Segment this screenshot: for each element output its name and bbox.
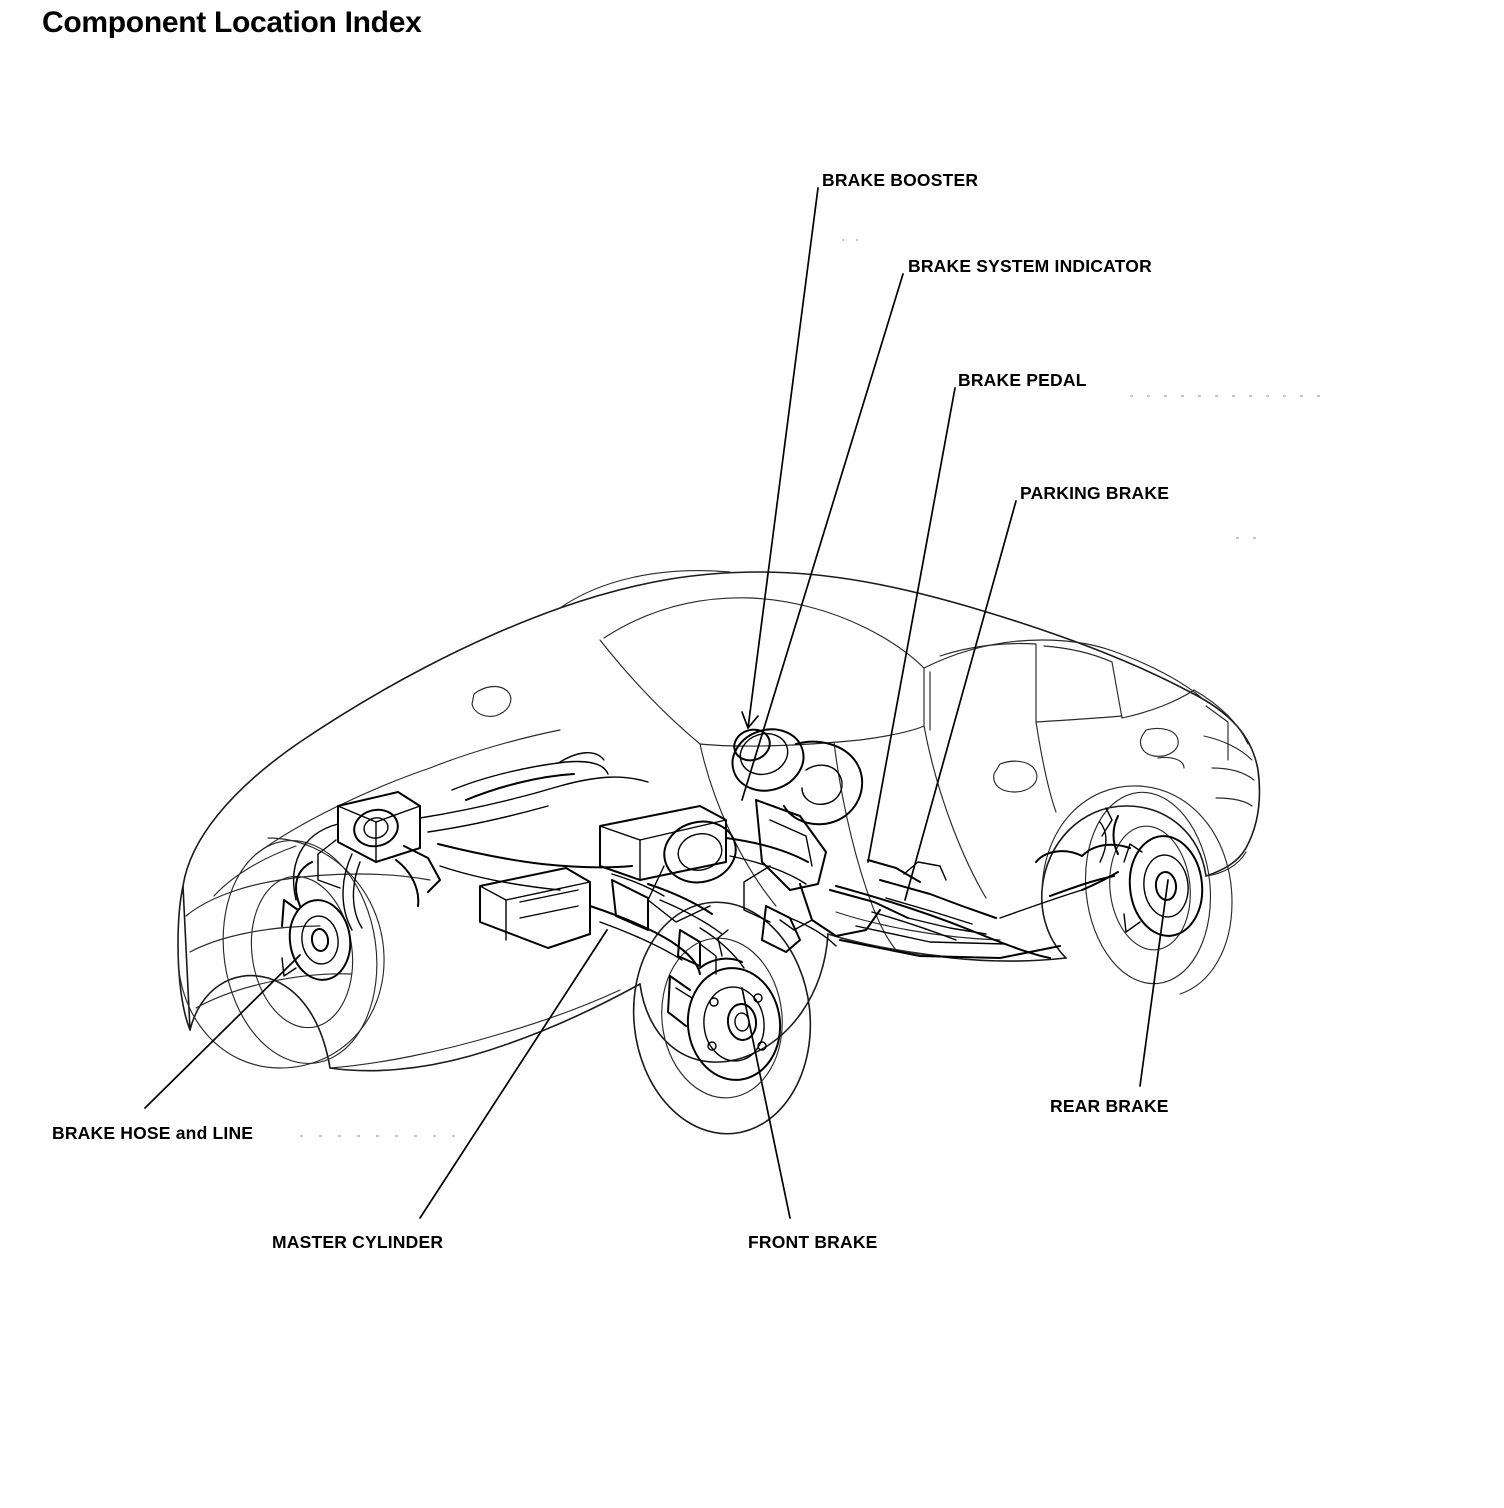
callout-label-parking-brake: PARKING BRAKE	[1020, 483, 1170, 503]
callout-label-brake-hose-and-line: BRAKE HOSE and LINE	[52, 1123, 254, 1143]
callout-label-master-cylinder: MASTER CYLINDER	[272, 1232, 444, 1252]
leader-brake-booster	[748, 188, 818, 728]
callout-label-brake-system-indicator: BRAKE SYSTEM INDICATOR	[908, 256, 1152, 276]
callout-label-brake-booster: BRAKE BOOSTER	[822, 170, 979, 190]
scan-artifacts	[300, 240, 1330, 1136]
leader-parking-brake	[905, 501, 1016, 900]
callout-label-rear-brake: REAR BRAKE	[1050, 1096, 1169, 1116]
callout-label-front-brake: FRONT BRAKE	[748, 1232, 878, 1252]
leader-brake-booster-arrow	[742, 712, 758, 728]
leader-brake-hose-and-line	[145, 955, 300, 1108]
car-body-outline	[178, 571, 1260, 1143]
brake-system-assembly	[282, 720, 1207, 1084]
leader-front-brake	[742, 988, 790, 1218]
leader-brake-pedal	[868, 388, 955, 862]
leader-rear-brake	[1140, 880, 1168, 1086]
leader-master-cylinder	[420, 930, 607, 1218]
page-title: Component Location Index	[42, 6, 422, 39]
leader-brake-system-indicator	[742, 274, 903, 800]
callout-label-brake-pedal: BRAKE PEDAL	[958, 370, 1087, 390]
callout-leader-lines	[145, 188, 1168, 1218]
